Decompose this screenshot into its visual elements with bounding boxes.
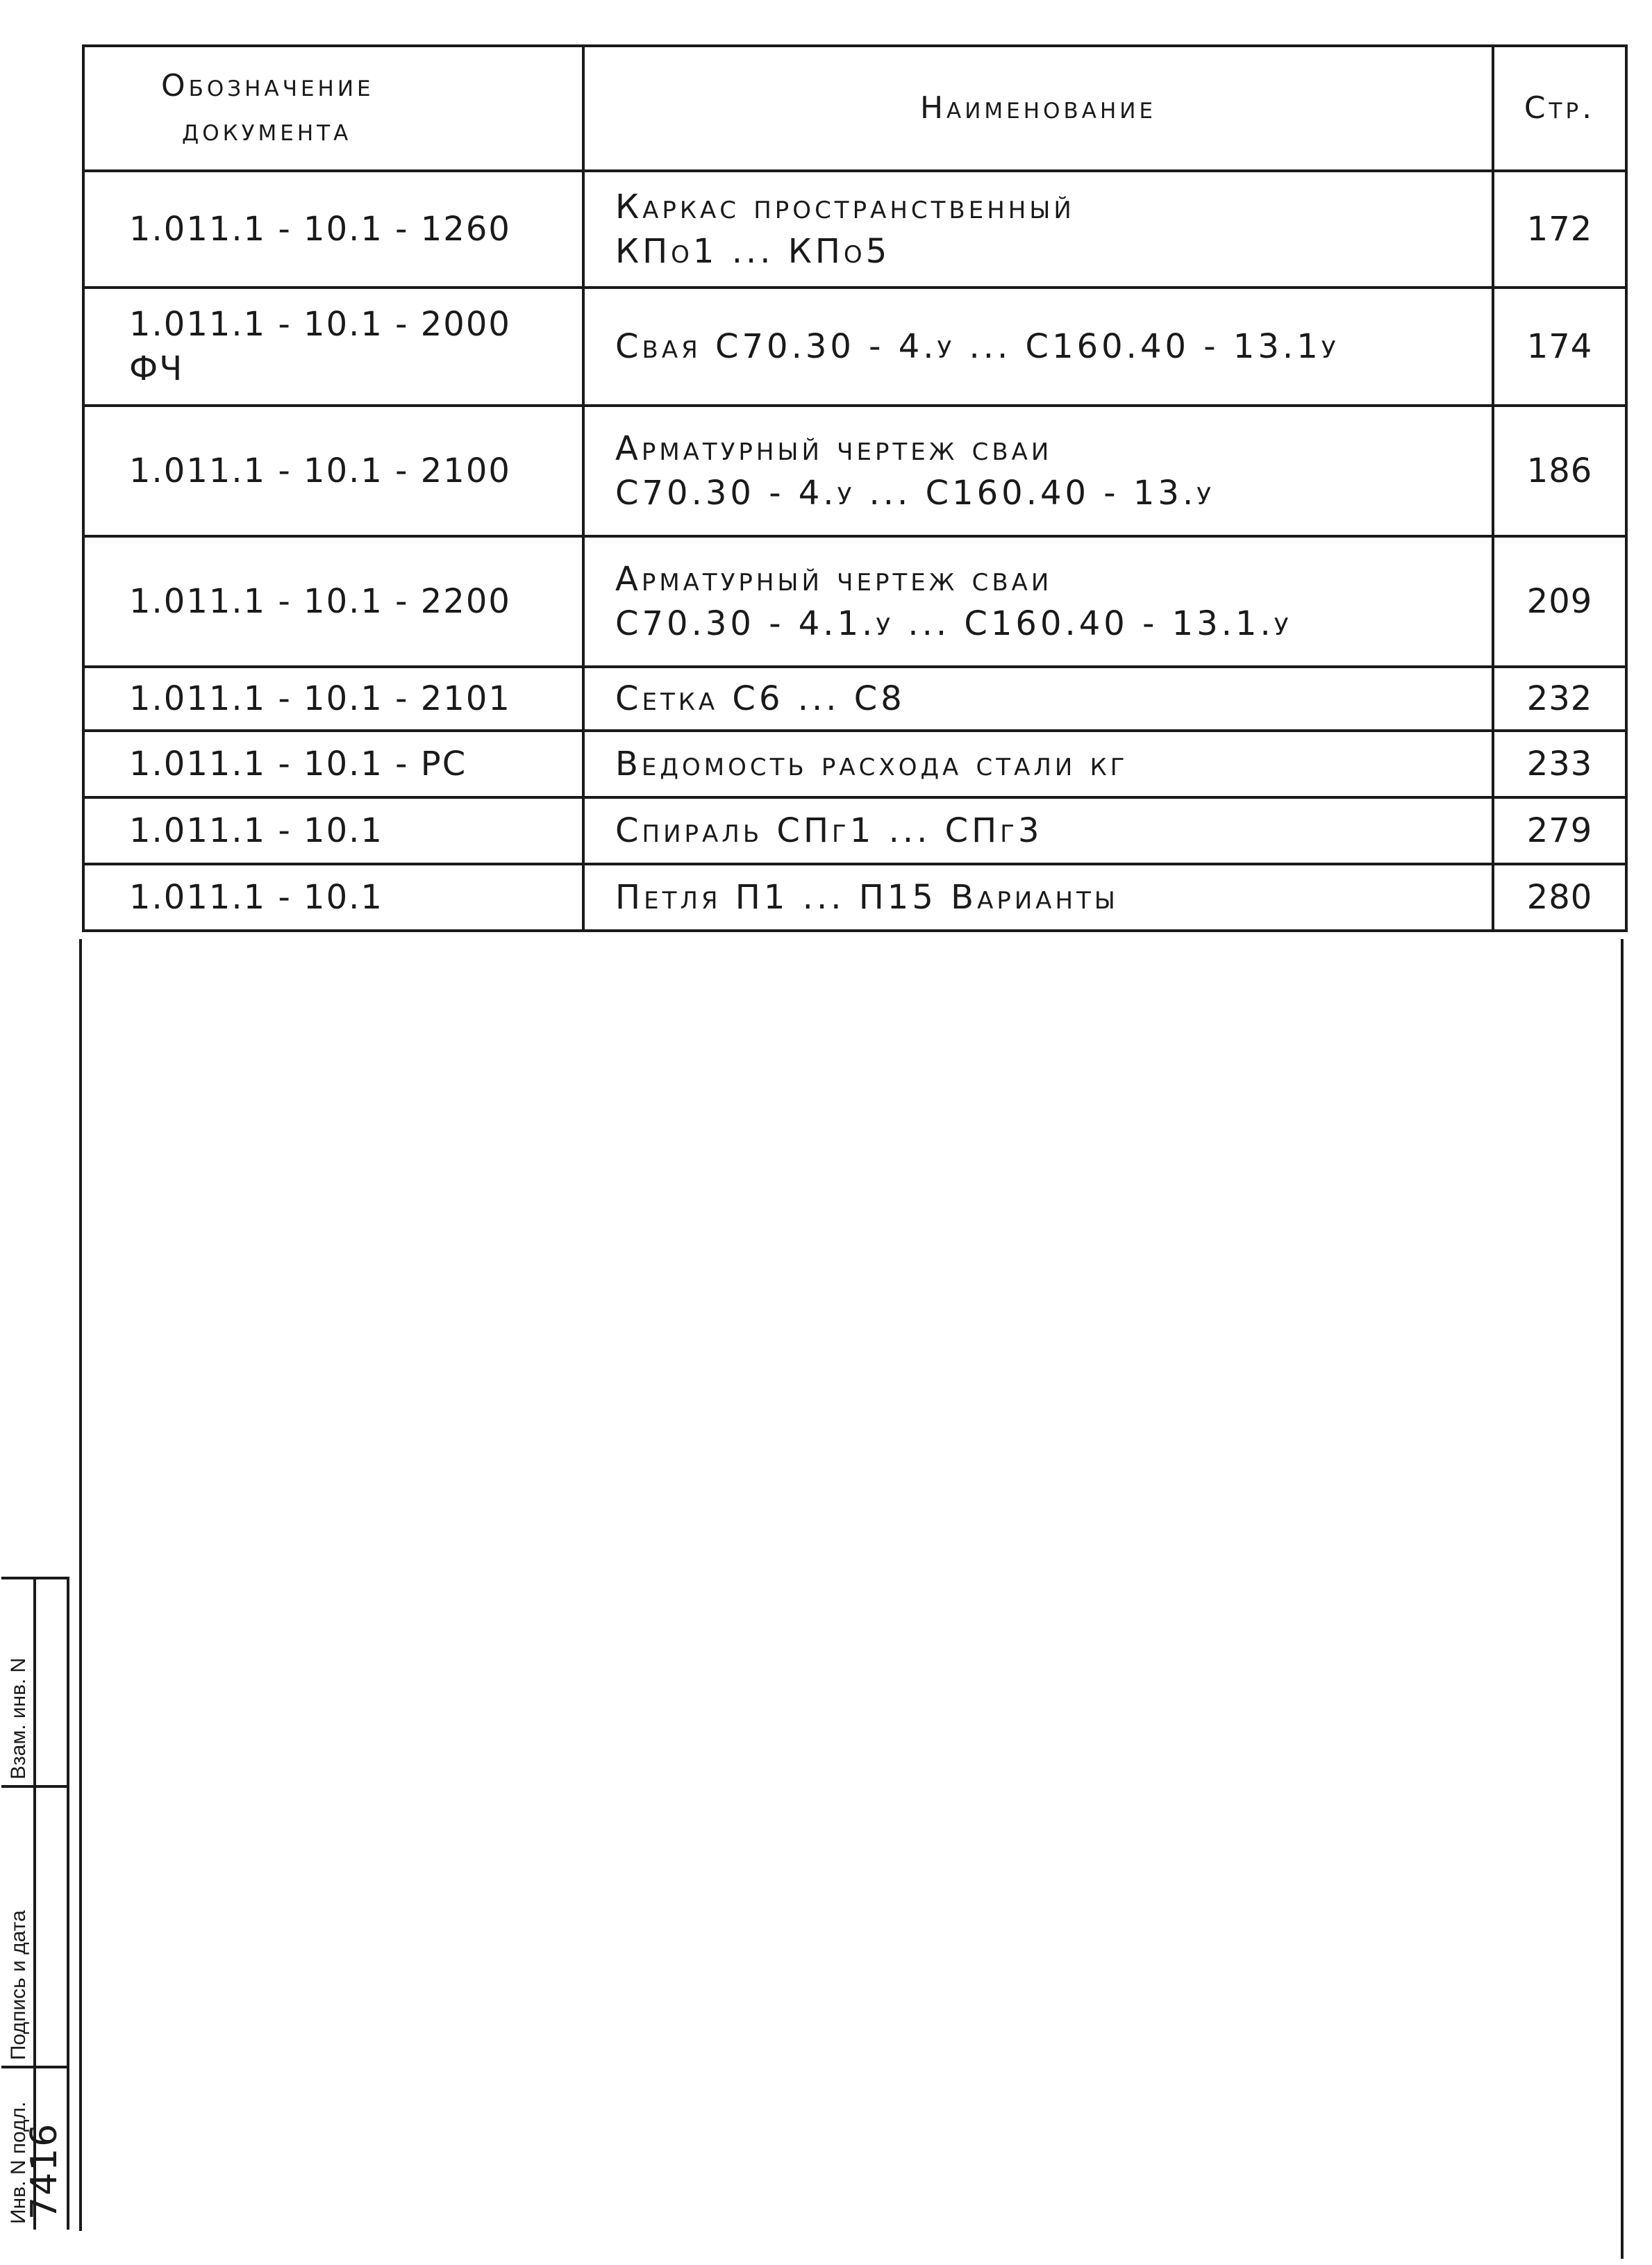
row-name [583, 536, 1493, 667]
row-name [583, 797, 1493, 864]
page-column-header: Стр. [1493, 46, 1626, 171]
code-column-header [83, 46, 583, 171]
table-row [83, 864, 1626, 931]
row-name [583, 731, 1493, 797]
row-page: 186 [1493, 406, 1626, 536]
row-name-line-2: С70.30 - 4.1.у ... С160.40 - 13.1.у [615, 604, 1292, 643]
row-name-line-2: С70.30 - 4.у ... С160.40 - 13.у [615, 474, 1215, 513]
row-code: 1.011.1 - 10.1 - 2100 [83, 406, 583, 536]
table-row [83, 406, 1626, 536]
code-header-line-2: документа [182, 113, 352, 148]
row-name [583, 288, 1493, 406]
row-page: 233 [1493, 731, 1626, 797]
row-name-line-1: Ведомость расхода стали кг [615, 745, 1128, 783]
row-page: 232 [1493, 667, 1626, 731]
stamp-cell-replacement-inventory [1, 1579, 35, 1785]
row-name-line-1: Арматурный чертеж сваи [615, 560, 1053, 599]
row-code: 1.011.1 - 10.1 - 2101 [83, 667, 583, 731]
stamp-label-original-inventory: Инв. N подл. [7, 2101, 30, 2224]
row-name-line-1: Каркас пространственный [615, 188, 1075, 226]
stamp-label-signature-date: Подпись и дата [7, 1910, 30, 2060]
table-row [83, 797, 1626, 864]
row-page: 174 [1493, 288, 1626, 406]
row-code: 1.011.1 - 10.1 - 1260 [83, 171, 583, 288]
row-name-line-1: Свая С70.30 - 4.у ... С160.40 - 13.1у [615, 327, 1340, 366]
name-column-header: Наименование [583, 46, 1493, 171]
sheet-frame-right-border [1621, 939, 1624, 2259]
row-code: 1.011.1 - 10.1 - РС [83, 731, 583, 797]
sheet-frame-left-border [79, 939, 82, 2231]
row-code: 1.011.1 - 10.1 [83, 797, 583, 864]
row-page: 280 [1493, 864, 1626, 931]
row-page: 172 [1493, 171, 1626, 288]
inventory-stamp [1, 1577, 68, 2230]
stamp-inventory-number [24, 2067, 67, 2220]
code-header-line-1: Обозначение [161, 68, 374, 103]
row-name-line-2: КПо1 ... КПо5 [615, 232, 891, 271]
stamp-divider [67, 1577, 69, 2230]
table-row [83, 171, 1626, 288]
table-header-row [83, 46, 1626, 171]
row-name-line-1: Спираль СПг1 ... СПг3 [615, 811, 1043, 850]
row-name [583, 864, 1493, 931]
contents-table [82, 44, 1628, 932]
row-page: 279 [1493, 797, 1626, 864]
row-name [583, 667, 1493, 731]
row-name [583, 171, 1493, 288]
stamp-cell-signature-date [1, 1788, 35, 2066]
row-name-line-1: Арматурный чертеж сваи [615, 429, 1053, 468]
row-code: 1.011.1 - 10.1 - 2000 ФЧ [83, 288, 583, 406]
row-name [583, 406, 1493, 536]
table-row [83, 667, 1626, 731]
row-code: 1.011.1 - 10.1 [83, 864, 583, 931]
row-page: 209 [1493, 536, 1626, 667]
row-name-line-1: Петля П1 ... П15 Варианты [615, 878, 1119, 917]
table-row [83, 288, 1626, 406]
row-code: 1.011.1 - 10.1 - 2200 [83, 536, 583, 667]
table-row [83, 536, 1626, 667]
inventory-number-value: 7416 [24, 2122, 65, 2220]
row-name-line-1: Сетка С6 ... С8 [615, 679, 906, 718]
stamp-label-replacement-inventory: Взам. инв. N [7, 1657, 30, 1779]
table-row [83, 731, 1626, 797]
